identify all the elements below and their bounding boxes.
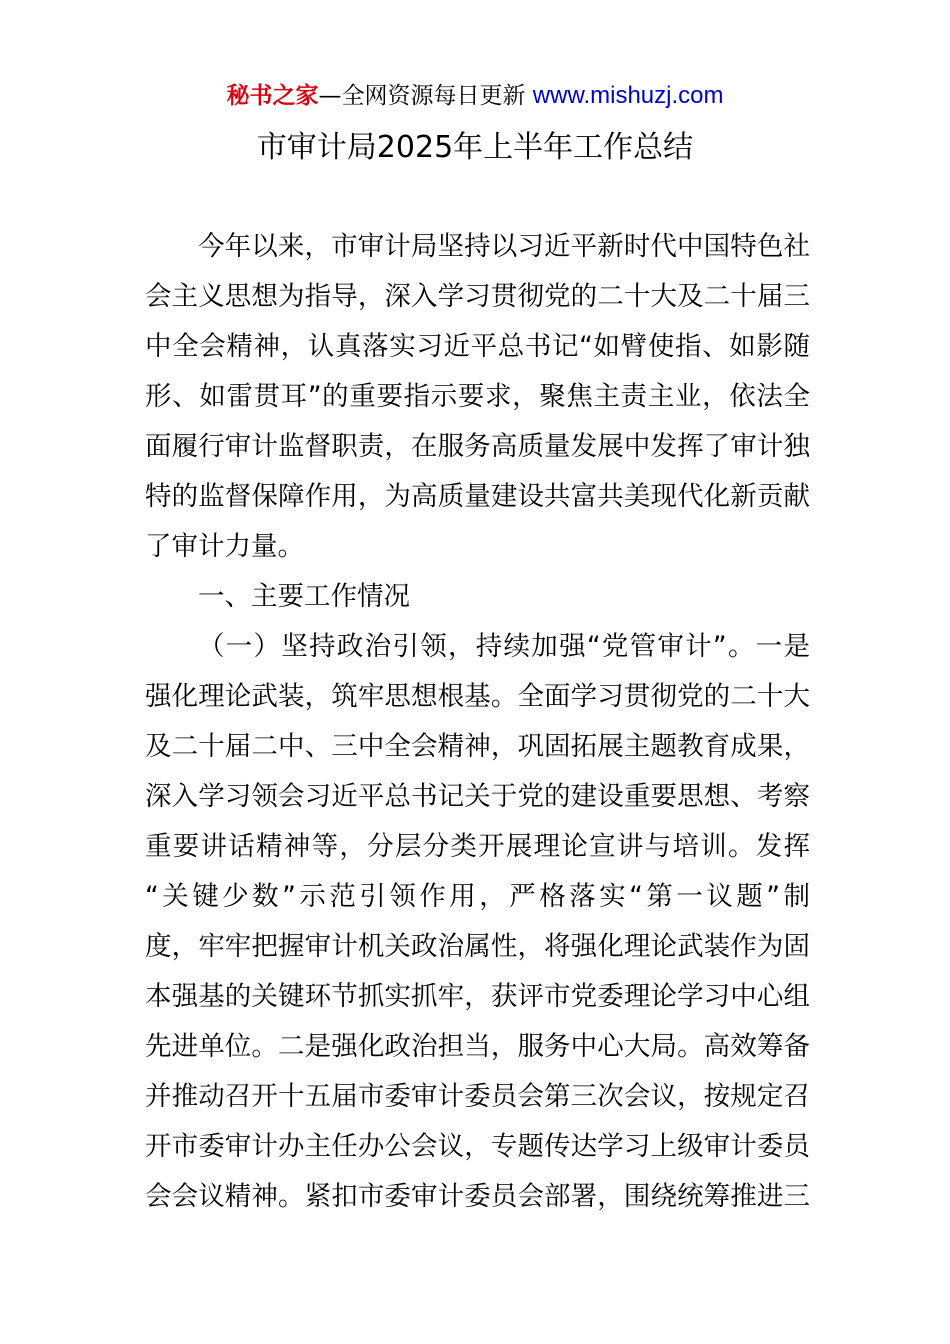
paragraph-line: 本强基的关键环节抓实抓牢，获评市党委理论学习中心组 (145, 981, 810, 1012)
header-tagline: —全网资源每日更新 (318, 83, 533, 109)
paragraph-line: 会会议精神。紧扣市委审计委员会部署，围绕统筹推进三 (145, 1181, 810, 1212)
paragraph-line: 先进单位。二是强化政治担当，服务中心大局。高效筹备 (145, 1031, 810, 1062)
paragraph-line: 并推动召开十五届市委审计委员会第三次会议，按规定召 (145, 1081, 810, 1112)
paragraph-line: 深入学习领会习近平总书记关于党的建设重要思想、考察 (145, 781, 810, 812)
site-url-link[interactable]: www.mishuzj.com (532, 82, 724, 109)
paragraph-line: 特的监督保障作用，为高质量建设共富共美现代化新贡献 (145, 481, 810, 512)
paragraph-line: （一）坚持政治引领，持续加强“党管审计”。一是 (198, 631, 810, 662)
paragraph-line: 了审计力量。 (145, 531, 304, 562)
document-body (145, 222, 810, 1222)
section-heading: 一、主要工作情况 (198, 581, 410, 612)
paragraph-line: “关键少数”示范引领作用，严格落实“第一议题”制 (145, 881, 810, 912)
paragraph-line: 度，牢牢把握审计机关政治属性，将强化理论武装作为固 (145, 931, 810, 962)
brand-name: 秘书之家 (226, 83, 319, 109)
paragraph-line: 开市委审计办主任办公会议，专题传达学习上级审计委员 (145, 1131, 810, 1162)
paragraph-line: 形、如雷贯耳”的重要指示要求，聚焦主责主业，依法全 (145, 381, 810, 412)
paragraph-line: 重要讲话精神等，分层分类开展理论宣讲与培训。发挥 (145, 831, 810, 862)
paragraph-line: 会主义思想为指导，深入学习贯彻党的二十大及二十届三 (145, 281, 810, 312)
paragraph-line: 中全会精神，认真落实习近平总书记“如臂使指、如影随 (145, 331, 810, 362)
paragraph-line: 强化理论武装，筑牢思想根基。全面学习贯彻党的二十大 (145, 681, 810, 712)
site-header (0, 78, 950, 114)
paragraph-line: 面履行审计监督职责，在服务高质量发展中发挥了审计独 (145, 431, 810, 462)
paragraph-line: 及二十届二中、三中全会精神，巩固拓展主题教育成果， (145, 731, 810, 762)
document-title: 市审计局2025年上半年工作总结 (256, 130, 694, 165)
paragraph-line: 今年以来，市审计局坚持以习近平新时代中国特色社 (198, 231, 810, 262)
